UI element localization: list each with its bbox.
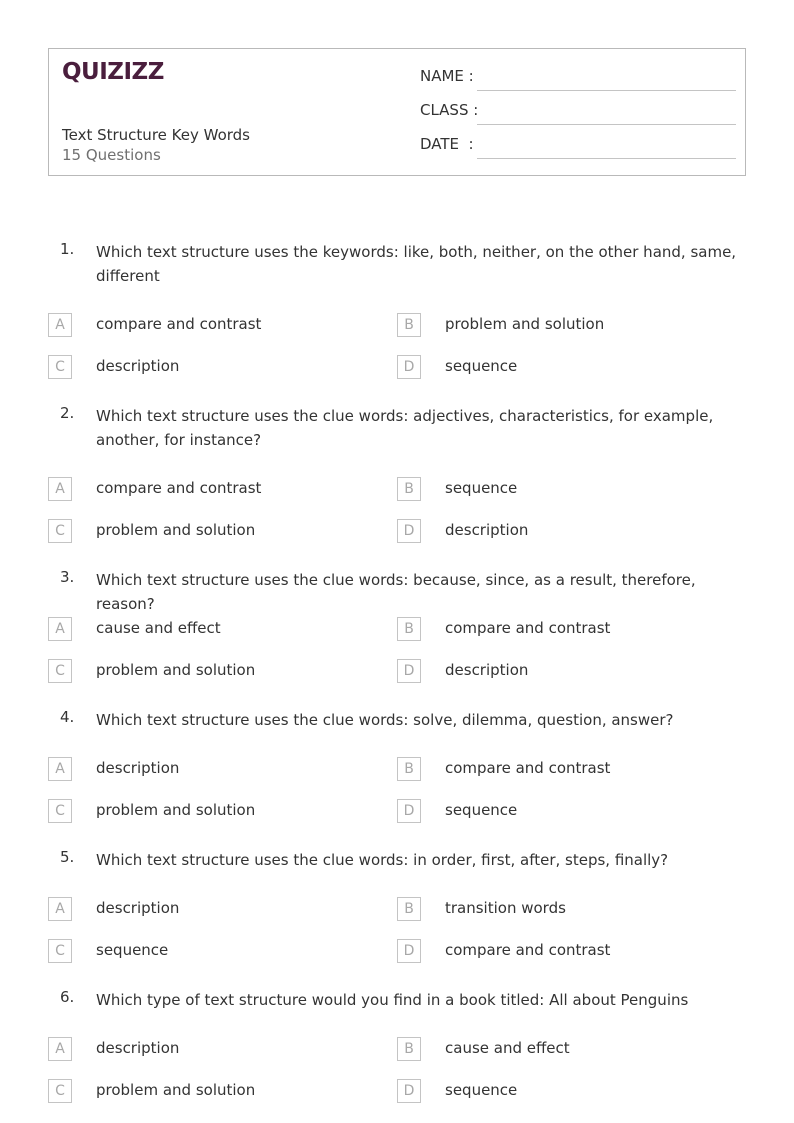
option-a[interactable] [48, 617, 348, 641]
option-c[interactable] [48, 939, 348, 963]
option-letter-box[interactable]: D [397, 939, 421, 963]
option-text: problem and solution [96, 661, 256, 679]
option-a[interactable] [48, 313, 348, 337]
option-letter-box[interactable]: A [48, 617, 72, 641]
option-b[interactable] [397, 617, 697, 641]
name-field[interactable] [420, 67, 736, 91]
option-letter-box[interactable]: B [397, 1037, 421, 1061]
option-letter-box[interactable]: C [48, 519, 72, 543]
option-letter-box[interactable]: D [397, 1079, 421, 1103]
option-d[interactable] [397, 519, 697, 543]
question-text: Which text structure uses the clue words: in order, first, after, steps, finally? [96, 851, 669, 869]
option-d[interactable] [397, 939, 697, 963]
option-letter-box[interactable]: B [397, 617, 421, 641]
option-text: problem and solution [96, 521, 256, 539]
option-b[interactable] [397, 313, 697, 337]
class-label: CLASS : [420, 101, 479, 119]
option-text: transition words [445, 899, 566, 917]
option-letter-box[interactable]: A [48, 757, 72, 781]
option-letter-box[interactable]: B [397, 757, 421, 781]
date-line[interactable] [477, 158, 736, 159]
option-d[interactable] [397, 1079, 697, 1103]
option-c[interactable] [48, 1079, 348, 1103]
option-a[interactable] [48, 477, 348, 501]
option-text: description [96, 759, 180, 777]
question-text: Which text structure uses the keywords: like, both, neither, on the other hand, same, different [96, 243, 737, 285]
option-letter-box[interactable]: D [397, 659, 421, 683]
question-count: 15 Questions [62, 146, 161, 164]
option-b[interactable] [397, 477, 697, 501]
option-letter-box[interactable]: A [48, 477, 72, 501]
date-label: DATE : [420, 135, 474, 153]
option-text: compare and contrast [445, 941, 611, 959]
option-text: problem and solution [96, 801, 256, 819]
question-number: 3. [60, 568, 75, 586]
option-a[interactable] [48, 757, 348, 781]
option-letter-box[interactable]: A [48, 1037, 72, 1061]
quizizz-logo: QUIZIZZ [62, 59, 164, 85]
option-text: description [96, 899, 180, 917]
worksheet-header [48, 48, 746, 176]
option-letter-box[interactable]: A [48, 313, 72, 337]
question-number: 4. [60, 708, 75, 726]
class-field[interactable] [420, 101, 736, 125]
name-line[interactable] [477, 90, 736, 91]
option-a[interactable] [48, 897, 348, 921]
option-text: sequence [96, 941, 169, 959]
option-letter-box[interactable]: A [48, 897, 72, 921]
option-a[interactable] [48, 1037, 348, 1061]
option-text: sequence [445, 801, 518, 819]
option-c[interactable] [48, 799, 348, 823]
option-text: description [445, 661, 529, 679]
option-c[interactable] [48, 355, 348, 379]
option-text: compare and contrast [96, 479, 262, 497]
option-letter-box[interactable]: B [397, 897, 421, 921]
question-number: 6. [60, 988, 75, 1006]
date-field[interactable] [420, 135, 736, 159]
option-b[interactable] [397, 897, 697, 921]
option-letter-box[interactable]: D [397, 519, 421, 543]
option-letter-box[interactable]: D [397, 355, 421, 379]
option-letter-box[interactable]: C [48, 939, 72, 963]
worksheet-title: Text Structure Key Words [62, 126, 250, 144]
question-text: Which text structure uses the clue words: because, since, as a result, therefore, reason? [96, 571, 696, 613]
option-text: cause and effect [96, 619, 221, 637]
option-text: compare and contrast [445, 619, 611, 637]
option-d[interactable] [397, 799, 697, 823]
option-c[interactable] [48, 659, 348, 683]
option-text: sequence [445, 479, 518, 497]
option-text: compare and contrast [96, 315, 262, 333]
class-line[interactable] [477, 124, 736, 125]
option-letter-box[interactable]: D [397, 799, 421, 823]
option-letter-box[interactable]: C [48, 355, 72, 379]
question-text: Which type of text structure would you find in a book titled: All about Penguins [96, 991, 689, 1009]
option-text: description [96, 1039, 180, 1057]
option-text: cause and effect [445, 1039, 570, 1057]
option-text: sequence [445, 357, 518, 375]
option-letter-box[interactable]: B [397, 477, 421, 501]
option-c[interactable] [48, 519, 348, 543]
option-letter-box[interactable]: C [48, 799, 72, 823]
question-text: Which text structure uses the clue words: adjectives, characteristics, for example, another, for instance? [96, 407, 714, 449]
question-number: 1. [60, 240, 75, 258]
option-b[interactable] [397, 757, 697, 781]
name-label: NAME : [420, 67, 474, 85]
option-d[interactable] [397, 659, 697, 683]
question-number: 2. [60, 404, 75, 422]
option-text: problem and solution [445, 315, 605, 333]
option-letter-box[interactable]: C [48, 659, 72, 683]
option-text: description [445, 521, 529, 539]
option-text: compare and contrast [445, 759, 611, 777]
question-text: Which text structure uses the clue words: solve, dilemma, question, answer? [96, 711, 674, 729]
option-d[interactable] [397, 355, 697, 379]
option-text: problem and solution [96, 1081, 256, 1099]
option-text: description [96, 357, 180, 375]
option-b[interactable] [397, 1037, 697, 1061]
question-number: 5. [60, 848, 75, 866]
option-text: sequence [445, 1081, 518, 1099]
option-letter-box[interactable]: C [48, 1079, 72, 1103]
option-letter-box[interactable]: B [397, 313, 421, 337]
